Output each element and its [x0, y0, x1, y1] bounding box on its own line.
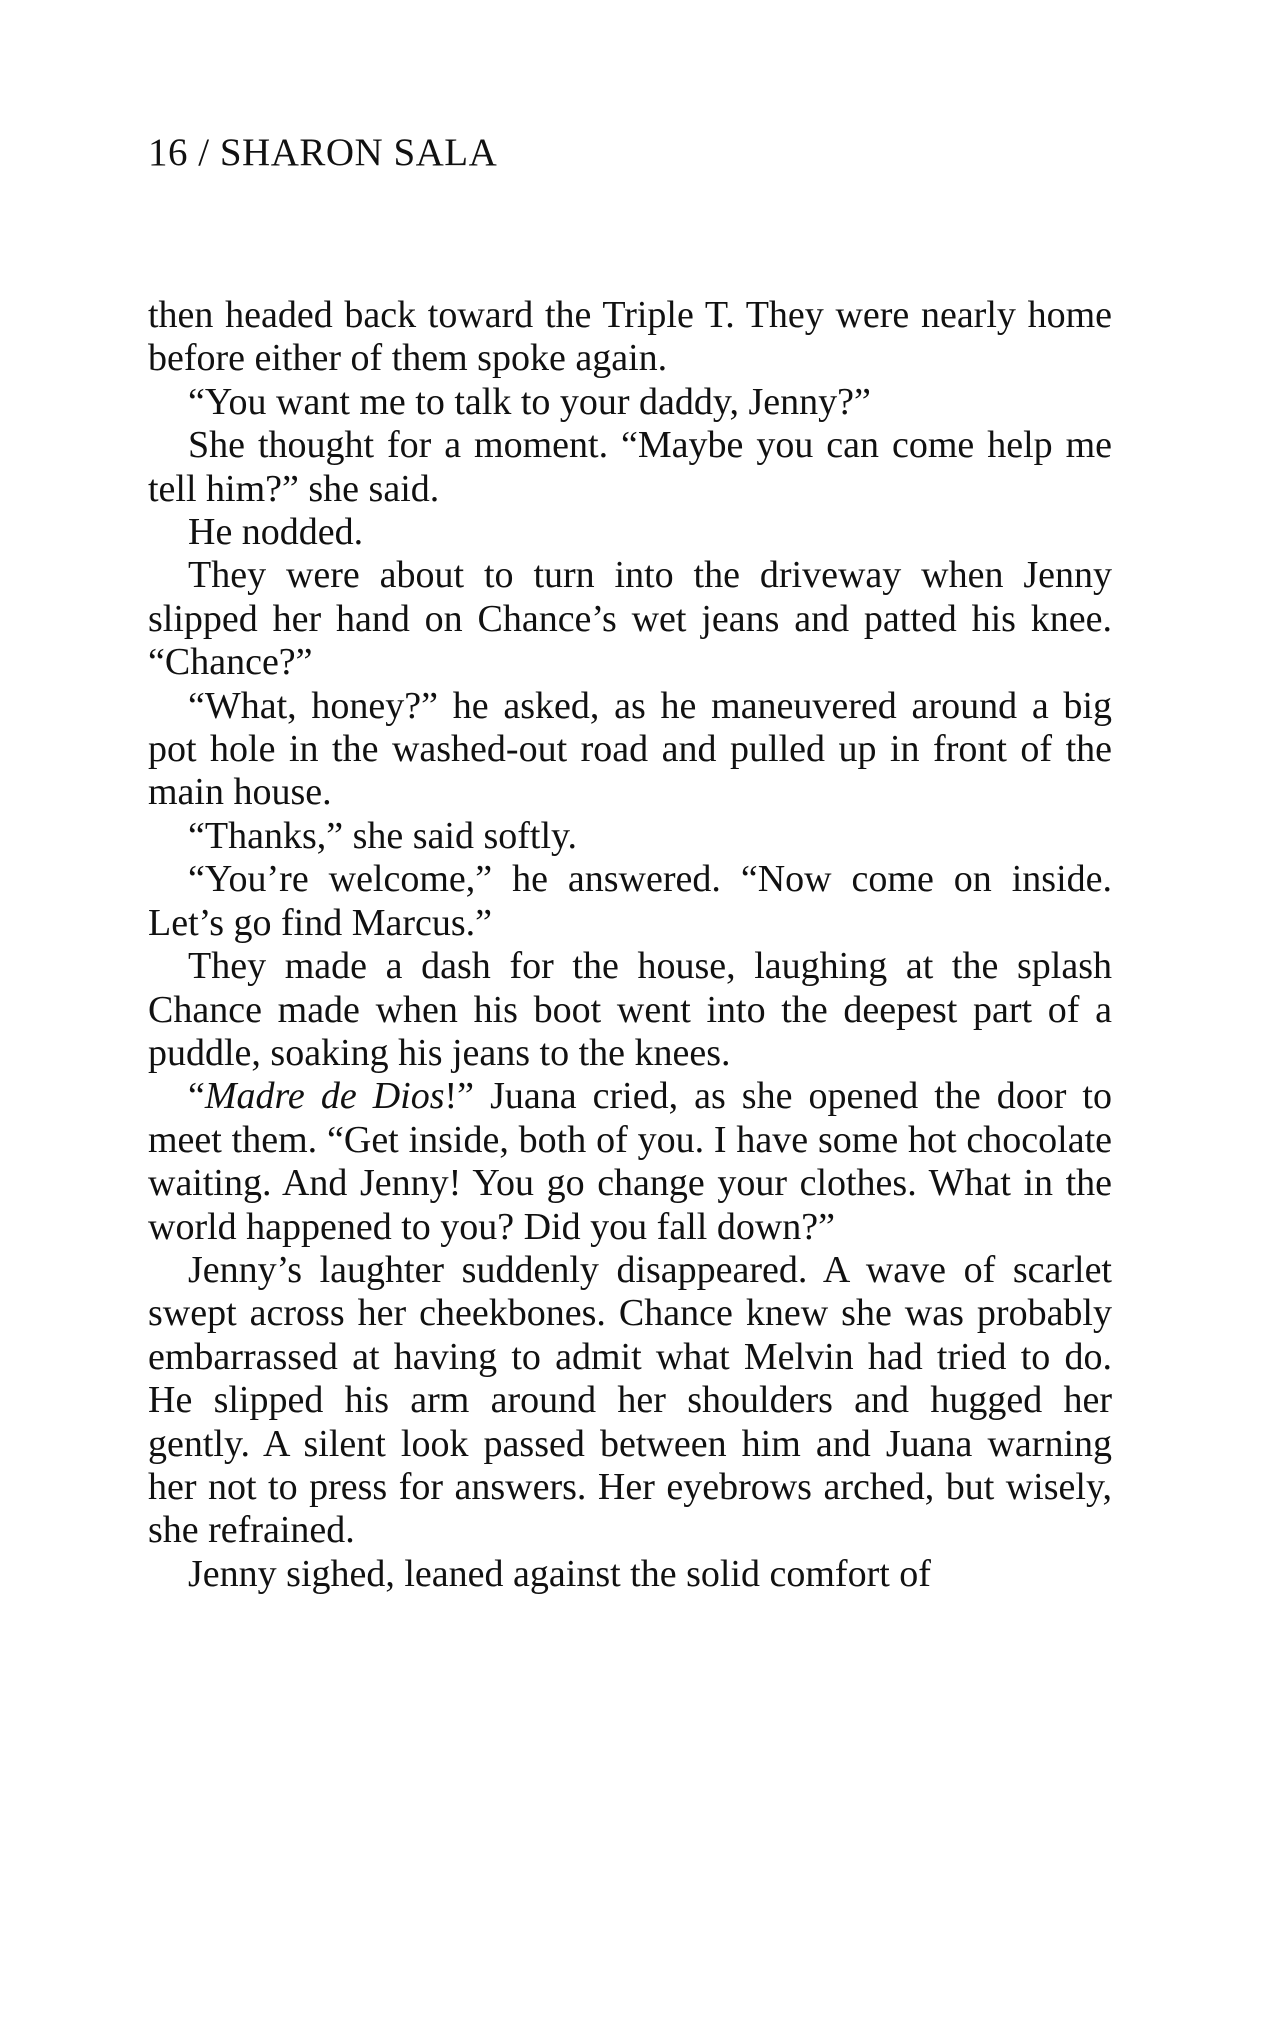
italic-phrase: Madre de Dios: [204, 1075, 445, 1118]
paragraph: He nodded.: [188, 511, 364, 554]
running-head: 16 / SHARON SALA: [148, 131, 498, 174]
paragraph: “You’re welcome,” he answered. “Now come on inside. Let’s go find Marcus.”: [148, 858, 1112, 944]
paragraph: “Thanks,” she said softly.: [188, 814, 578, 857]
paragraph: Jenny sighed, leaned against the solid comfort of: [188, 1552, 931, 1595]
paragraph: They made a dash for the house, laughing at the splash Chance made when his boot went into the deepest part of a puddle, soaking his jeans to the knees.: [148, 945, 1112, 1074]
paragraph: Jenny’s laughter suddenly disappeared. A wave of scarlet swept across her cheekbones. Chance knew she was probably embarrassed at having to admit what Melvin had tried to do. He slipped his arm around her shoulders and hugged her gently. A silent look passed between him and Juana warning her not to press for answers. Her eyebrows arched, but wisely, she refrained.: [148, 1248, 1112, 1552]
open-quote: “: [188, 1075, 205, 1118]
paragraph: “You want me to talk to your daddy, Jenny?”: [188, 380, 871, 423]
paragraph: They were about to turn into the driveway when Jenny slipped her hand on Chance’s wet jeans and patted his knee. “Chance?”: [148, 554, 1112, 684]
paragraph-rest: !” Juana cried, as she opened the door to meet them. “Get inside, both of you. I have some hot chocolate waiting. And Jenny! You go change your clothes. What in the world happened to you? Did you fall down?”: [148, 1075, 1112, 1248]
body-text: [148, 294, 1112, 1596]
paragraph: [148, 1075, 1112, 1249]
paragraph: “What, honey?” he asked, as he maneuvered around a big pot hole in the washed-out road and pulled up in front of the main house.: [148, 684, 1112, 814]
paragraph: then headed back toward the Triple T. They were nearly home before either of them spoke again.: [148, 294, 1112, 380]
paragraph: She thought for a moment. “Maybe you can come help me tell him?” she said.: [148, 424, 1112, 510]
